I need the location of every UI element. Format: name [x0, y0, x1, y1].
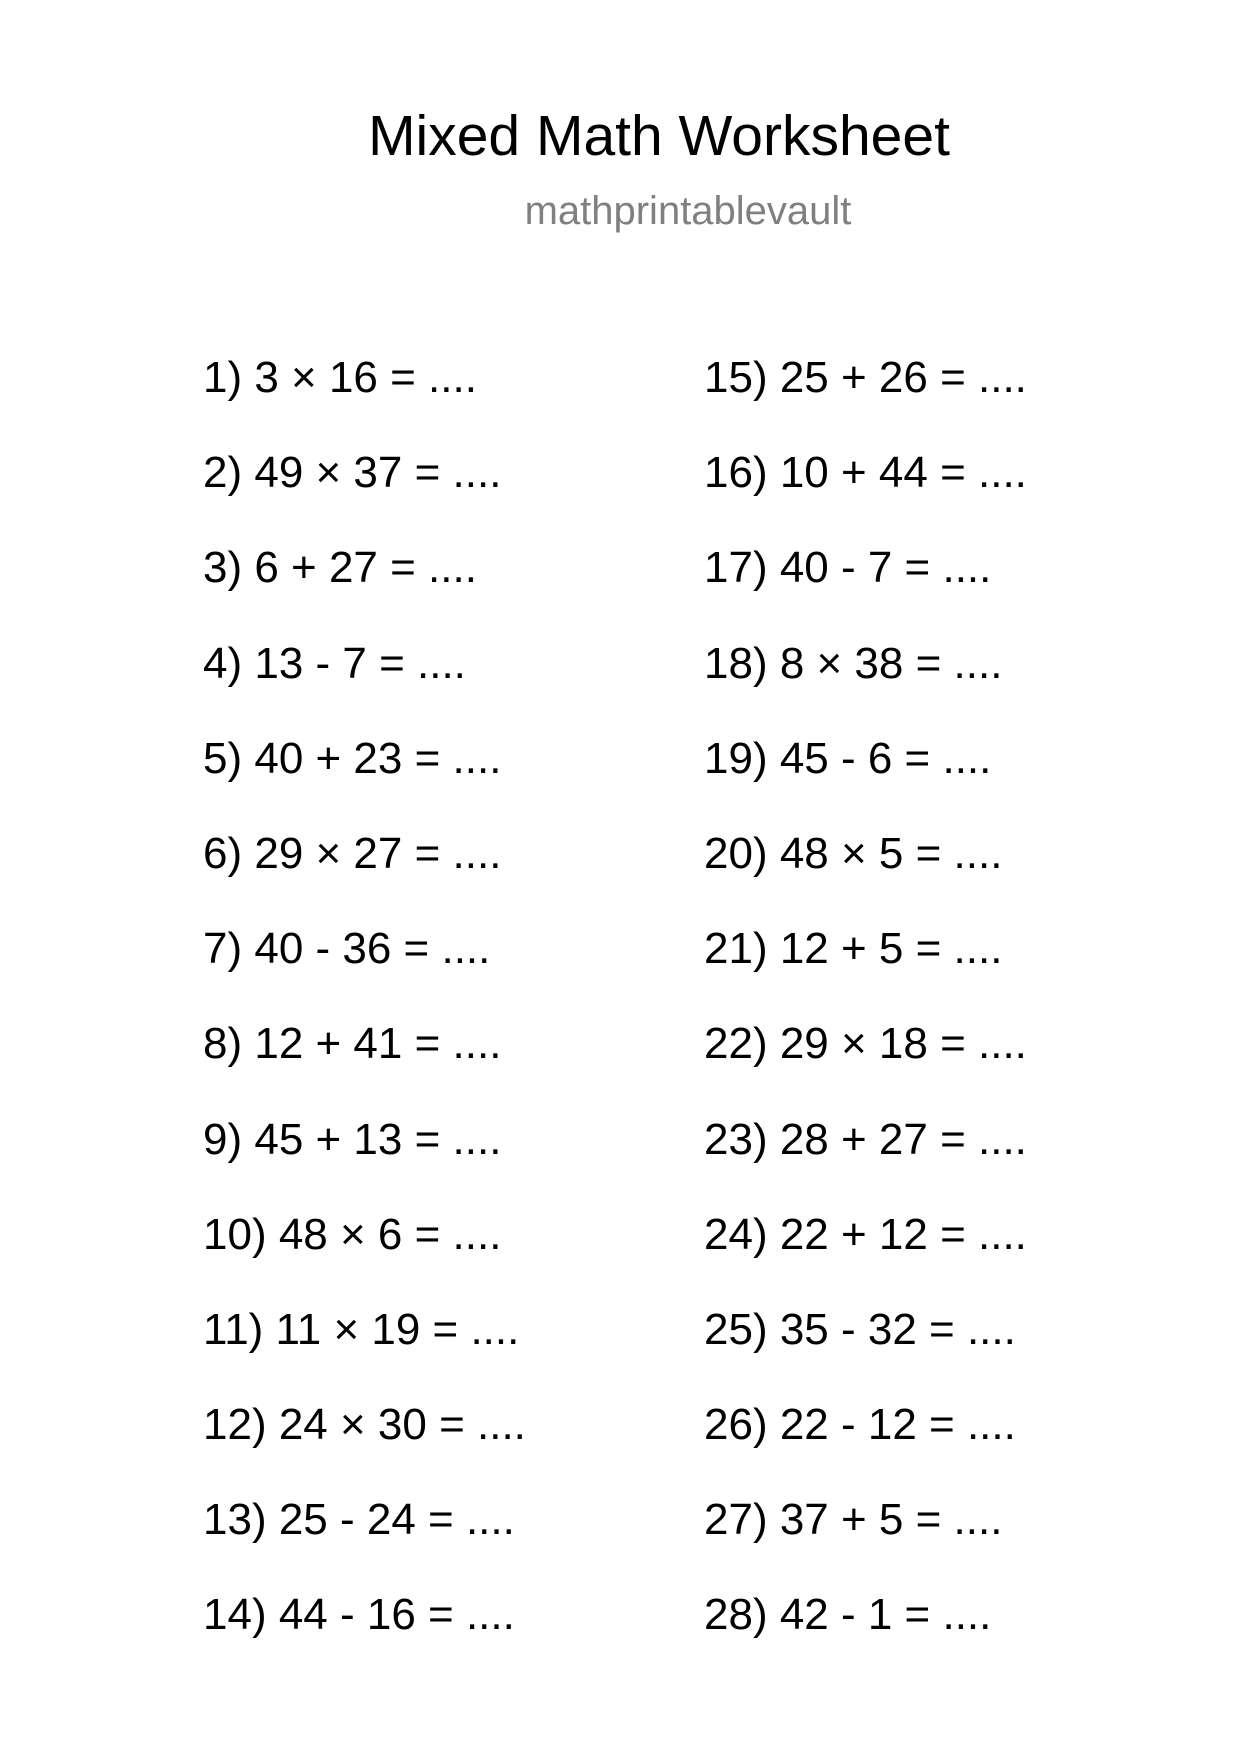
problem-item: 1) 3 × 16 = ....: [203, 353, 477, 402]
problem-item: 5) 40 + 23 = ....: [203, 733, 502, 783]
problem-item: 23) 28 + 27 = ....: [704, 1114, 1027, 1164]
problem-item: 2) 49 × 37 = ....: [203, 448, 502, 498]
problem-item: 27) 37 + 5 = ....: [704, 1495, 1003, 1545]
problem-list-right: [704, 348, 1027, 1681]
problem-item: 10) 48 × 6 = ....: [203, 1209, 502, 1259]
problem-item: 21) 12 + 5 = ....: [704, 924, 1003, 974]
problem-item: 24) 22 + 12 = ....: [704, 1209, 1027, 1259]
problem-item: 22) 29 × 18 = ....: [704, 1019, 1027, 1069]
page-title: Mixed Math Worksheet: [368, 104, 950, 168]
problem-item: 11) 11 × 19 = ....: [203, 1304, 520, 1354]
problem-item: 4) 13 - 7 = ....: [203, 638, 466, 688]
problem-item: 15) 25 + 26 = ....: [704, 353, 1027, 402]
problem-item: 14) 44 - 16 = ....: [203, 1590, 515, 1640]
problem-item: 19) 45 - 6 = ....: [704, 733, 992, 783]
problem-item: 3) 6 + 27 = ....: [203, 543, 477, 593]
problem-item: 16) 10 + 44 = ....: [704, 448, 1027, 498]
problem-item: 8) 12 + 41 = ....: [203, 1019, 502, 1069]
problem-item: 28) 42 - 1 = ....: [704, 1590, 992, 1640]
problem-item: 25) 35 - 32 = ....: [704, 1304, 1016, 1354]
problem-item: 9) 45 + 13 = ....: [203, 1114, 502, 1164]
problem-item: 17) 40 - 7 = ....: [704, 543, 992, 593]
problem-item: 18) 8 × 38 = ....: [704, 638, 1003, 688]
problem-item: 26) 22 - 12 = ....: [704, 1400, 1016, 1450]
problem-item: 7) 40 - 36 = ....: [203, 924, 491, 974]
page-subtitle: mathprintablevault: [524, 189, 852, 233]
problem-item: 6) 29 × 27 = ....: [203, 828, 502, 878]
problem-list-left: [203, 348, 526, 1681]
problem-item: 20) 48 × 5 = ....: [704, 828, 1003, 878]
problem-item: 12) 24 × 30 = ....: [203, 1400, 526, 1450]
problem-item: 13) 25 - 24 = ....: [203, 1495, 515, 1545]
